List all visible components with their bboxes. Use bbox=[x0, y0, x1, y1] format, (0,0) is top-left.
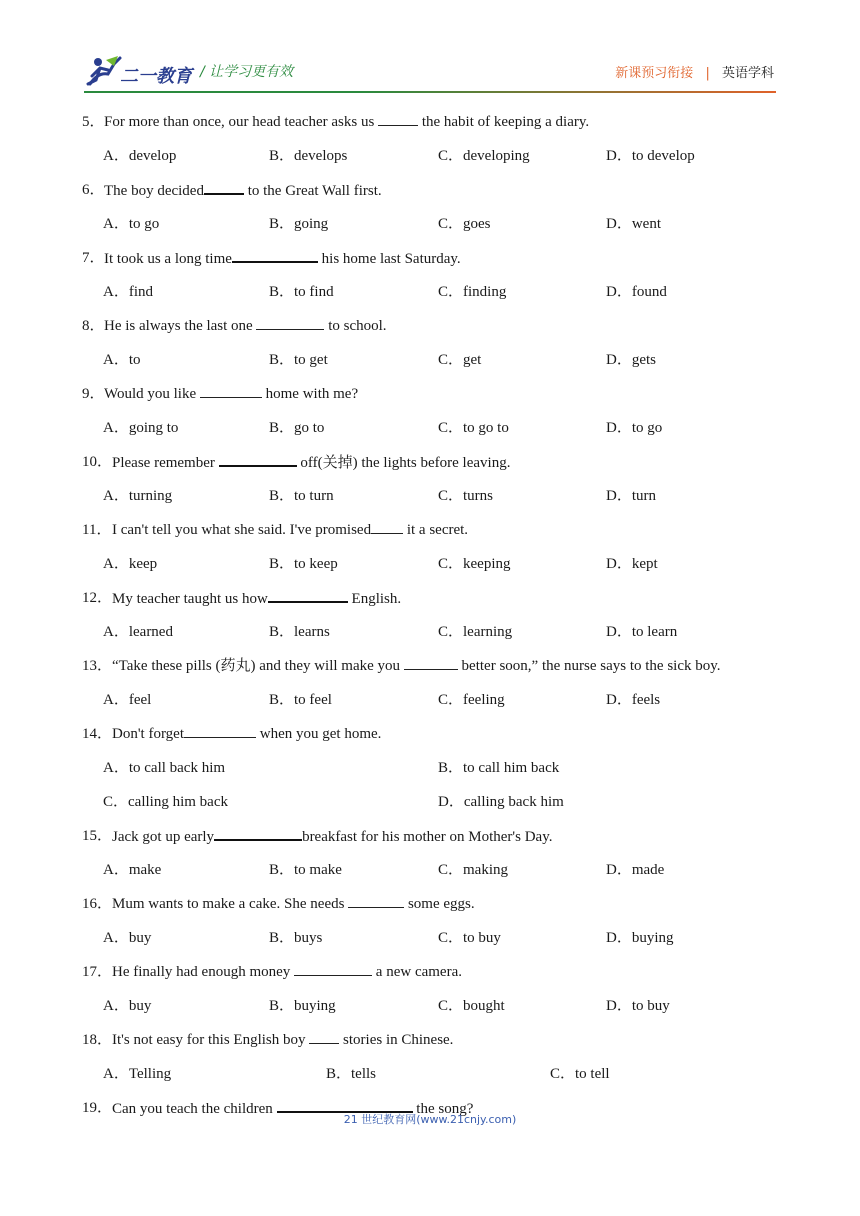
header-separator: | bbox=[705, 66, 710, 81]
answer-option[interactable]: D．gets bbox=[606, 352, 656, 368]
answer-option[interactable]: B．to keep bbox=[269, 556, 338, 572]
question-text bbox=[112, 961, 462, 983]
question-number: 13． bbox=[82, 658, 113, 674]
question-text-after: stories in Chinese. bbox=[339, 1032, 454, 1048]
course-label: 新课预习衔接 bbox=[615, 66, 694, 81]
question-text-before: It took us a long time bbox=[104, 251, 232, 267]
question-text-after: a new camera. bbox=[372, 964, 462, 980]
question-stem bbox=[0, 1029, 860, 1051]
answer-option[interactable]: C．keeping bbox=[438, 556, 511, 572]
answer-blank bbox=[371, 519, 403, 534]
question-text bbox=[104, 247, 461, 270]
answer-option[interactable]: A．to go bbox=[103, 216, 160, 232]
question-text-after: some eggs. bbox=[404, 896, 475, 912]
answer-option[interactable]: C．learning bbox=[438, 624, 513, 640]
question-stem bbox=[0, 179, 860, 201]
options-row bbox=[0, 621, 860, 643]
question-number: 5． bbox=[82, 114, 105, 130]
question-number: 12． bbox=[82, 590, 113, 606]
options-row bbox=[0, 995, 860, 1017]
question-number: 16． bbox=[82, 896, 113, 912]
question-text-before: He finally had enough money bbox=[112, 964, 295, 980]
answer-option[interactable]: A．going to bbox=[103, 420, 179, 436]
options-row bbox=[0, 689, 860, 711]
question-number: 10． bbox=[82, 454, 113, 470]
answer-option[interactable]: B．to make bbox=[269, 862, 342, 878]
question-text-after: the habit of keeping a diary. bbox=[418, 114, 590, 130]
answer-option[interactable]: B．to get bbox=[269, 352, 328, 368]
answer-option[interactable]: A．keep bbox=[103, 556, 158, 572]
answer-option[interactable]: D．feels bbox=[606, 692, 661, 708]
answer-blank bbox=[309, 1029, 339, 1044]
options-row bbox=[0, 791, 860, 813]
answer-option[interactable]: B．buys bbox=[269, 930, 323, 946]
question-stem bbox=[0, 587, 860, 609]
question-text-after: it a secret. bbox=[403, 522, 469, 538]
answer-option[interactable]: A．buy bbox=[103, 998, 152, 1014]
question-text-after: his home last Saturday. bbox=[317, 251, 461, 267]
question-text bbox=[112, 655, 721, 677]
answer-option[interactable]: C．feeling bbox=[438, 692, 505, 708]
options-row bbox=[0, 859, 860, 881]
question-stem bbox=[0, 111, 860, 133]
question-text bbox=[112, 587, 401, 610]
options-row bbox=[0, 213, 860, 235]
header-right bbox=[615, 62, 774, 81]
options-row bbox=[0, 1063, 860, 1085]
answer-option[interactable]: D．to go bbox=[606, 420, 663, 436]
question-text-before: For more than once, our head teacher asks us bbox=[104, 114, 379, 130]
page-header bbox=[0, 0, 860, 100]
question-text bbox=[112, 519, 468, 541]
question-text-after: when you get home. bbox=[256, 726, 382, 742]
question-text-before: Would you like bbox=[104, 386, 200, 402]
question-stem bbox=[0, 961, 860, 983]
options-row bbox=[0, 349, 860, 371]
answer-option[interactable]: A．Telling bbox=[103, 1066, 172, 1082]
question-text-after: the song? bbox=[412, 1101, 474, 1117]
question-text-before: My teacher taught us how bbox=[112, 591, 268, 607]
answer-option[interactable]: D．found bbox=[606, 284, 667, 300]
question-text-after: better soon,” the nurse says to the sick boy. bbox=[457, 658, 721, 674]
options-row bbox=[0, 145, 860, 167]
answer-option[interactable]: B．buying bbox=[269, 998, 336, 1014]
question-number: 18． bbox=[82, 1032, 113, 1048]
logo bbox=[84, 54, 194, 90]
answer-option[interactable]: D．kept bbox=[606, 556, 658, 572]
answer-option[interactable]: B．to find bbox=[269, 284, 334, 300]
question-number: 15． bbox=[82, 828, 113, 844]
question-text-before: Jack got up early bbox=[112, 829, 215, 845]
answer-blank bbox=[214, 825, 302, 841]
answer-option[interactable]: D．made bbox=[606, 862, 665, 878]
answer-option[interactable]: B．to call him back bbox=[438, 760, 560, 776]
options-row bbox=[0, 927, 860, 949]
logo-text: 二一教育 bbox=[120, 66, 192, 87]
question-text-before: It's not easy for this English boy bbox=[112, 1032, 310, 1048]
question-stem bbox=[0, 451, 860, 473]
question-number: 7． bbox=[82, 250, 105, 266]
answer-option[interactable]: B．to feel bbox=[269, 692, 332, 708]
answer-option[interactable]: D．turn bbox=[606, 488, 656, 504]
question-text bbox=[104, 111, 589, 133]
question-stem bbox=[0, 893, 860, 915]
question-text-before: Don't forget bbox=[112, 726, 184, 742]
question-stem bbox=[0, 655, 860, 677]
question-text bbox=[104, 315, 387, 337]
answer-blank bbox=[184, 723, 256, 738]
question-stem bbox=[0, 723, 860, 745]
answer-option[interactable]: A．buy bbox=[103, 930, 152, 946]
question-text bbox=[104, 383, 358, 405]
answer-option[interactable]: C．goes bbox=[438, 216, 491, 232]
answer-option[interactable]: D．went bbox=[606, 216, 661, 232]
question-text-after: breakfast for his mother on Mother's Day. bbox=[302, 829, 553, 845]
answer-option[interactable]: A．to call back him bbox=[103, 760, 226, 776]
question-number: 11． bbox=[82, 522, 112, 538]
answer-option[interactable]: A．develop bbox=[103, 148, 177, 164]
options-row bbox=[0, 417, 860, 439]
question-text-after: English. bbox=[347, 591, 402, 607]
question-text-before: He is always the last one bbox=[104, 318, 257, 334]
page-footer: 21 世纪教育网(www.21cnjy.com) bbox=[343, 1113, 517, 1126]
answer-option[interactable]: A．make bbox=[103, 862, 162, 878]
question-stem bbox=[0, 383, 860, 405]
options-row bbox=[0, 485, 860, 507]
options-row bbox=[0, 281, 860, 303]
answer-blank bbox=[219, 451, 297, 467]
question-number: 17． bbox=[82, 964, 113, 980]
answer-blank bbox=[256, 315, 324, 330]
answer-option[interactable]: C．to go to bbox=[438, 420, 509, 436]
header-divider bbox=[84, 91, 776, 93]
answer-option[interactable]: D．to learn bbox=[606, 624, 678, 640]
answer-blank bbox=[404, 655, 458, 670]
question-text bbox=[112, 825, 552, 848]
answer-option[interactable]: C．bought bbox=[438, 998, 505, 1014]
question-text-after: home with me? bbox=[261, 386, 359, 402]
slogan: / 让学习更有效 bbox=[200, 64, 294, 80]
answer-option[interactable]: D．to develop bbox=[606, 148, 695, 164]
question-number: 6． bbox=[82, 182, 105, 198]
answer-option[interactable]: C．developing bbox=[438, 148, 530, 164]
answer-option[interactable]: A．to bbox=[103, 352, 141, 368]
question-text bbox=[104, 179, 382, 202]
answer-option[interactable]: B．develops bbox=[269, 148, 348, 164]
answer-option[interactable]: C．to buy bbox=[438, 930, 501, 946]
question-stem bbox=[0, 247, 860, 269]
answer-option[interactable]: C．finding bbox=[438, 284, 507, 300]
question-text-before: Can you teach the children bbox=[112, 1101, 277, 1117]
answer-option[interactable]: B．going bbox=[269, 216, 329, 232]
answer-option[interactable]: B．to turn bbox=[269, 488, 334, 504]
options-row bbox=[0, 757, 860, 779]
question-text-before: The boy decided bbox=[104, 183, 204, 199]
question-stem bbox=[0, 825, 860, 847]
answer-blank bbox=[200, 383, 262, 398]
answer-option[interactable]: A．turning bbox=[103, 488, 173, 504]
question-text bbox=[112, 451, 510, 474]
answer-option[interactable]: B．tells bbox=[326, 1066, 377, 1082]
question-number: 19． bbox=[82, 1100, 113, 1116]
running-figure-icon bbox=[84, 54, 124, 88]
question-number: 14． bbox=[82, 726, 113, 742]
answer-option[interactable]: C．calling him back bbox=[103, 794, 228, 810]
answer-blank bbox=[348, 893, 404, 908]
question-text bbox=[112, 893, 475, 915]
answer-blank bbox=[268, 587, 348, 603]
answer-option[interactable]: B．go to bbox=[269, 420, 325, 436]
question-text-before: I can't tell you what she said. I've promised bbox=[112, 522, 372, 538]
options-row bbox=[0, 553, 860, 575]
answer-option[interactable]: B．learns bbox=[269, 624, 330, 640]
question-text-before: Mum wants to make a cake. She needs bbox=[112, 896, 349, 912]
answer-option[interactable]: C．making bbox=[438, 862, 508, 878]
answer-option[interactable]: A．learned bbox=[103, 624, 173, 640]
question-text-before: Please remember bbox=[112, 455, 219, 471]
question-number: 8． bbox=[82, 318, 105, 334]
question-text-before: “Take these pills (药丸) and they will make you bbox=[112, 658, 404, 674]
question-stem bbox=[0, 315, 860, 337]
answer-option[interactable]: D．calling back him bbox=[438, 794, 564, 810]
answer-option[interactable]: D．to buy bbox=[606, 998, 670, 1014]
answer-option[interactable]: C．turns bbox=[438, 488, 494, 504]
answer-blank bbox=[378, 111, 418, 126]
answer-option[interactable]: C．get bbox=[438, 352, 482, 368]
answer-option[interactable]: C．to tell bbox=[550, 1066, 610, 1082]
subject-label: 英语学科 bbox=[721, 66, 774, 81]
answer-blank bbox=[294, 961, 372, 976]
question-text bbox=[112, 723, 381, 745]
question-stem bbox=[0, 519, 860, 541]
question-text-after: to the Great Wall first. bbox=[243, 183, 382, 199]
question-text-after: to school. bbox=[324, 318, 387, 334]
answer-option[interactable]: A．find bbox=[103, 284, 153, 300]
answer-option[interactable]: A．feel bbox=[103, 692, 152, 708]
question-text bbox=[112, 1029, 453, 1051]
question-text-after: off(关掉) the lights before leaving. bbox=[296, 455, 511, 471]
question-number: 9． bbox=[82, 386, 105, 402]
answer-blank bbox=[232, 247, 318, 263]
answer-blank bbox=[204, 179, 244, 195]
answer-option[interactable]: D．buying bbox=[606, 930, 674, 946]
